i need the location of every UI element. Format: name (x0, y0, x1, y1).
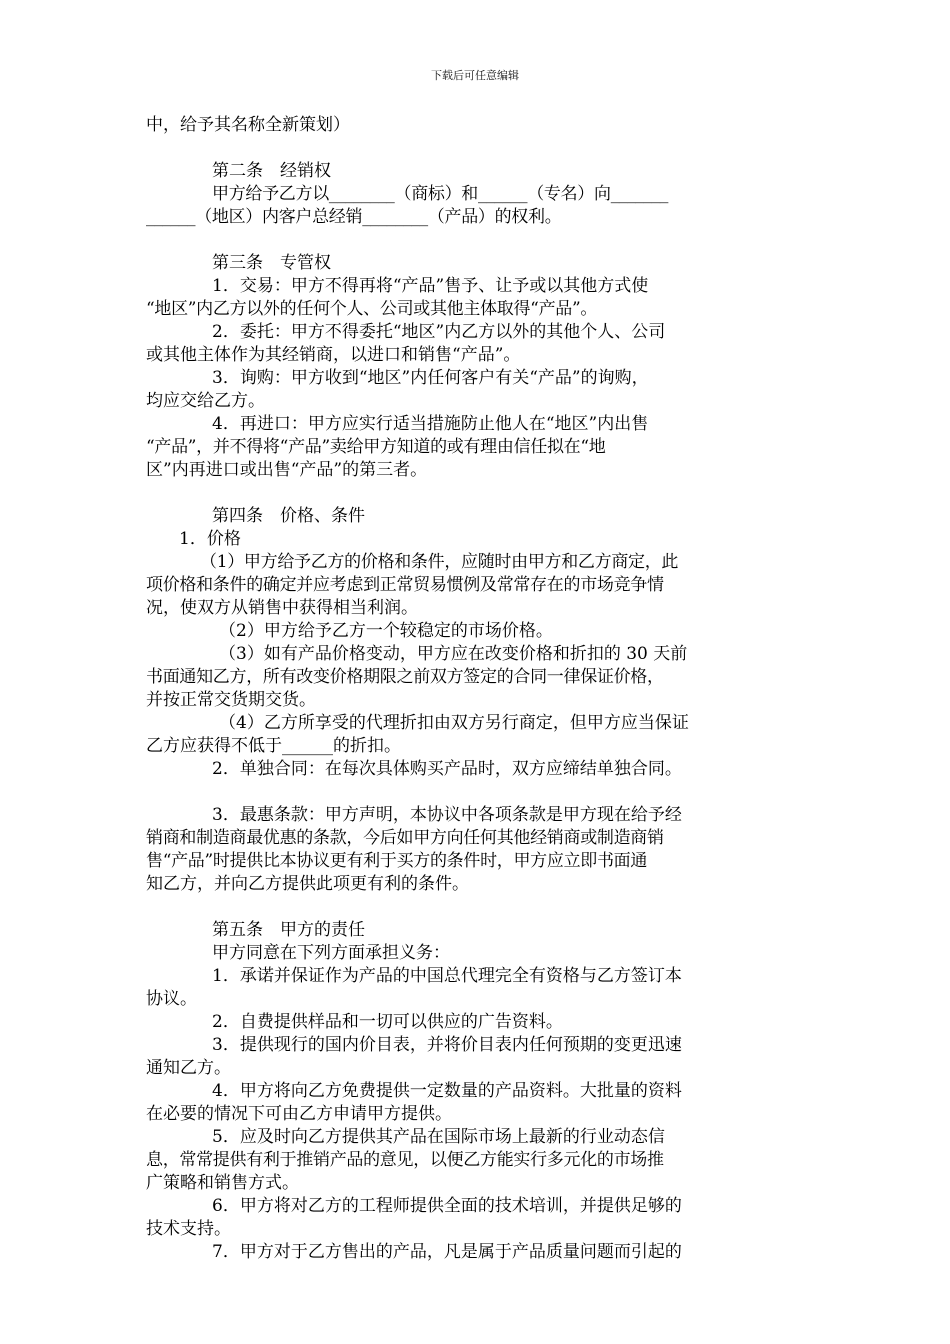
blank-line (146, 781, 746, 804)
text-line: 技术支持。 (146, 1219, 231, 1239)
article-heading: 第二条 经销权 (212, 161, 331, 181)
text-line: 售“产品”时提供比本协议更有利于买方的条件时，甲方应立即书面通 (146, 851, 648, 871)
article-heading: 第五条 甲方的责任 (212, 920, 365, 940)
text-line: 协议。 (146, 989, 197, 1009)
text-line: 2．自费提供样品和一切可以供应的广告资料。 (212, 1012, 563, 1032)
text-line: 并按正常交货期交货。 (146, 690, 316, 710)
text-line: 书面通知乙方，所有改变价格期限之前双方签定的合同一律保证价格， (146, 667, 664, 687)
page-header: 下载后可任意编辑 (431, 69, 519, 82)
text-line: 1．承诺并保证作为产品的中国总代理完全有资格与乙方签订本 (212, 966, 682, 986)
text-line: ______（地区）内客户总经销________（产品）的权利。 (146, 207, 562, 227)
blank-line (146, 896, 746, 919)
text-line: 均应交给乙方。 (146, 391, 265, 411)
text-line: 广策略和销售方式。 (146, 1173, 299, 1193)
text-line: 项价格和条件的确定并应考虑到正常贸易惯例及常常存在的市场竞争情 (146, 575, 664, 595)
text-line: （1）甲方给予乙方的价格和条件，应随时由甲方和乙方商定，此 (200, 552, 679, 572)
text-line: 2．单独合同：在每次具体购买产品时，双方应缔结单独合同。 (212, 759, 682, 779)
text-line: 3．最惠条款：甲方声明，本协议中各项条款是甲方现在给予经 (212, 805, 682, 825)
blank-line (146, 482, 746, 505)
text-line: 甲方同意在下列方面承担义务： (212, 943, 450, 963)
text-line: 7．甲方对于乙方售出的产品，凡是属于产品质量问题而引起的 (212, 1242, 682, 1262)
text-line: （3）如有产品价格变动，甲方应在改变价格和折扣的 30 天前 (219, 644, 688, 664)
document-body (146, 114, 746, 1264)
blank-line (146, 229, 746, 252)
text-line: 在必要的情况下可由乙方申请甲方提供。 (146, 1104, 452, 1124)
text-line: 5．应及时向乙方提供其产品在国际市场上最新的行业动态信 (212, 1127, 665, 1147)
text-line: 2．委托：甲方不得委托“地区”内乙方以外的其他个人、公司 (212, 322, 666, 342)
text-line: 3．提供现行的国内价目表，并将价目表内任何预期的变更迅速 (212, 1035, 682, 1055)
text-line: 3．询购：甲方收到“地区”内任何客户有关“产品”的询购， (212, 368, 649, 388)
text-line: “地区”内乙方以外的任何个人、公司或其他主体取得“产品”。 (146, 299, 598, 319)
text-line: 1．交易：甲方不得再将“产品”售予、让予或以其他方式使 (212, 276, 649, 296)
text-line: 区”内再进口或出售“产品”的第三者。 (146, 460, 428, 480)
article-heading: 第四条 价格、条件 (212, 506, 365, 526)
blank-line (146, 137, 746, 160)
text-line: “产品”，并不得将“产品”卖给甲方知道的或有理由信任拟在“地 (146, 437, 606, 457)
text-line: 甲方给予乙方以________（商标）和______（专名）向_______ (212, 184, 669, 204)
text-line: 6．甲方将对乙方的工程师提供全面的技术培训，并提供足够的 (212, 1196, 682, 1216)
text-line: （4）乙方所享受的代理折扣由双方另行商定，但甲方应当保证 (219, 713, 689, 733)
text-line: （2）甲方给予乙方一个较稳定的市场价格。 (219, 621, 553, 641)
text-line: 1．价格 (179, 529, 241, 549)
text-line: 知乙方，并向乙方提供此项更有利的条件。 (146, 874, 469, 894)
text-line: 或其他主体作为其经销商，以进口和销售“产品”。 (146, 345, 521, 365)
text-line: 况，使双方从销售中获得相当利润。 (146, 598, 418, 618)
text-line: 通知乙方。 (146, 1058, 231, 1078)
text-line: 4．再进口：甲方应实行适当措施防止他人在“地区”内出售 (212, 414, 649, 434)
text-line: 息，常常提供有利于推销产品的意见，以便乙方能实行多元化的市场推 (146, 1150, 664, 1170)
text-line: 中，给予其名称全新策划） (146, 115, 350, 135)
text-line: 销商和制造商最优惠的条款，今后如甲方向任何其他经销商或制造商销 (146, 828, 664, 848)
text-line: 乙方应获得不低于______的折扣。 (146, 736, 401, 756)
text-line: 4．甲方将向乙方免费提供一定数量的产品资料。大批量的资料 (212, 1081, 682, 1101)
article-heading: 第三条 专管权 (212, 253, 331, 273)
